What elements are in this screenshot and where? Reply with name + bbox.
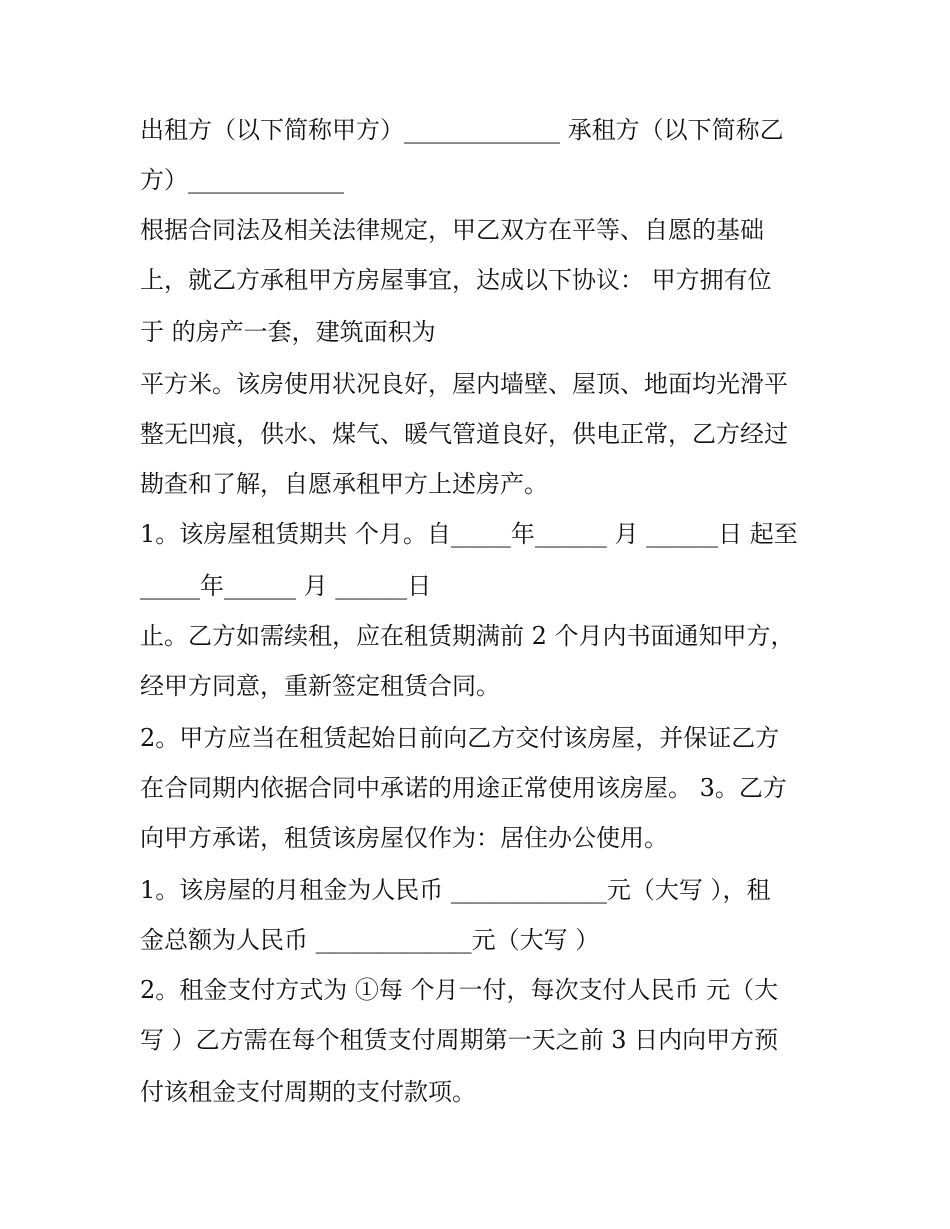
text-line: 1。该房屋租赁期共 个月。自_____年______ 月 ______日 起至 xyxy=(140,520,798,548)
text-line: 平方米。该房使用状况良好，屋内墙壁、屋顶、地面均光滑平 xyxy=(140,370,788,398)
text-line: 经甲方同意，重新签定租赁合同。 xyxy=(140,672,500,700)
text-line: _____年______ 月 ______日 xyxy=(140,572,432,600)
text-line: 在合同期内依据合同中承诺的用途正常使用该房屋。 3。乙方 xyxy=(140,774,787,802)
text-line: 上，就乙方承租甲方房屋事宜，达成以下协议： 甲方拥有位 xyxy=(140,266,772,294)
text-line: 方）_____________ xyxy=(140,166,344,194)
text-line: 勘查和了解，自愿承租甲方上述房产。 xyxy=(140,470,548,498)
text-line: 1。该房屋的月租金为人民币 _____________元（大写 ），租 xyxy=(140,876,771,904)
text-line: 向甲方承诺，租赁该房屋仅作为：居住办公使用。 xyxy=(140,824,668,852)
text-line: 2。甲方应当在租赁起始日前向乙方交付该房屋，并保证乙方 xyxy=(140,724,780,752)
text-line: 根据合同法及相关法律规定，甲乙双方在平等、自愿的基础 xyxy=(140,216,764,244)
text-line: 2。租金支付方式为 ①每 个月一付，每次支付人民币 元（大 xyxy=(140,976,779,1004)
text-line: 写 ）乙方需在每个租赁支付周期第一天之前 3 日内向甲方预 xyxy=(140,1026,779,1054)
text-line: 整无凹痕，供水、煤气、暖气管道良好，供电正常，乙方经过 xyxy=(140,420,788,448)
text-line: 于 的房产一套，建筑面积为 xyxy=(140,318,436,346)
text-line: 出租方（以下简称甲方）_____________ 承租方（以下简称乙 xyxy=(140,116,784,144)
text-line: 止。乙方如需续租，应在租赁期满前 2 个月内书面通知甲方， xyxy=(140,622,795,650)
text-line: 金总额为人民币 _____________元（大写 ） xyxy=(140,926,600,954)
text-line: 付该租金支付周期的支付款项。 xyxy=(140,1078,476,1106)
